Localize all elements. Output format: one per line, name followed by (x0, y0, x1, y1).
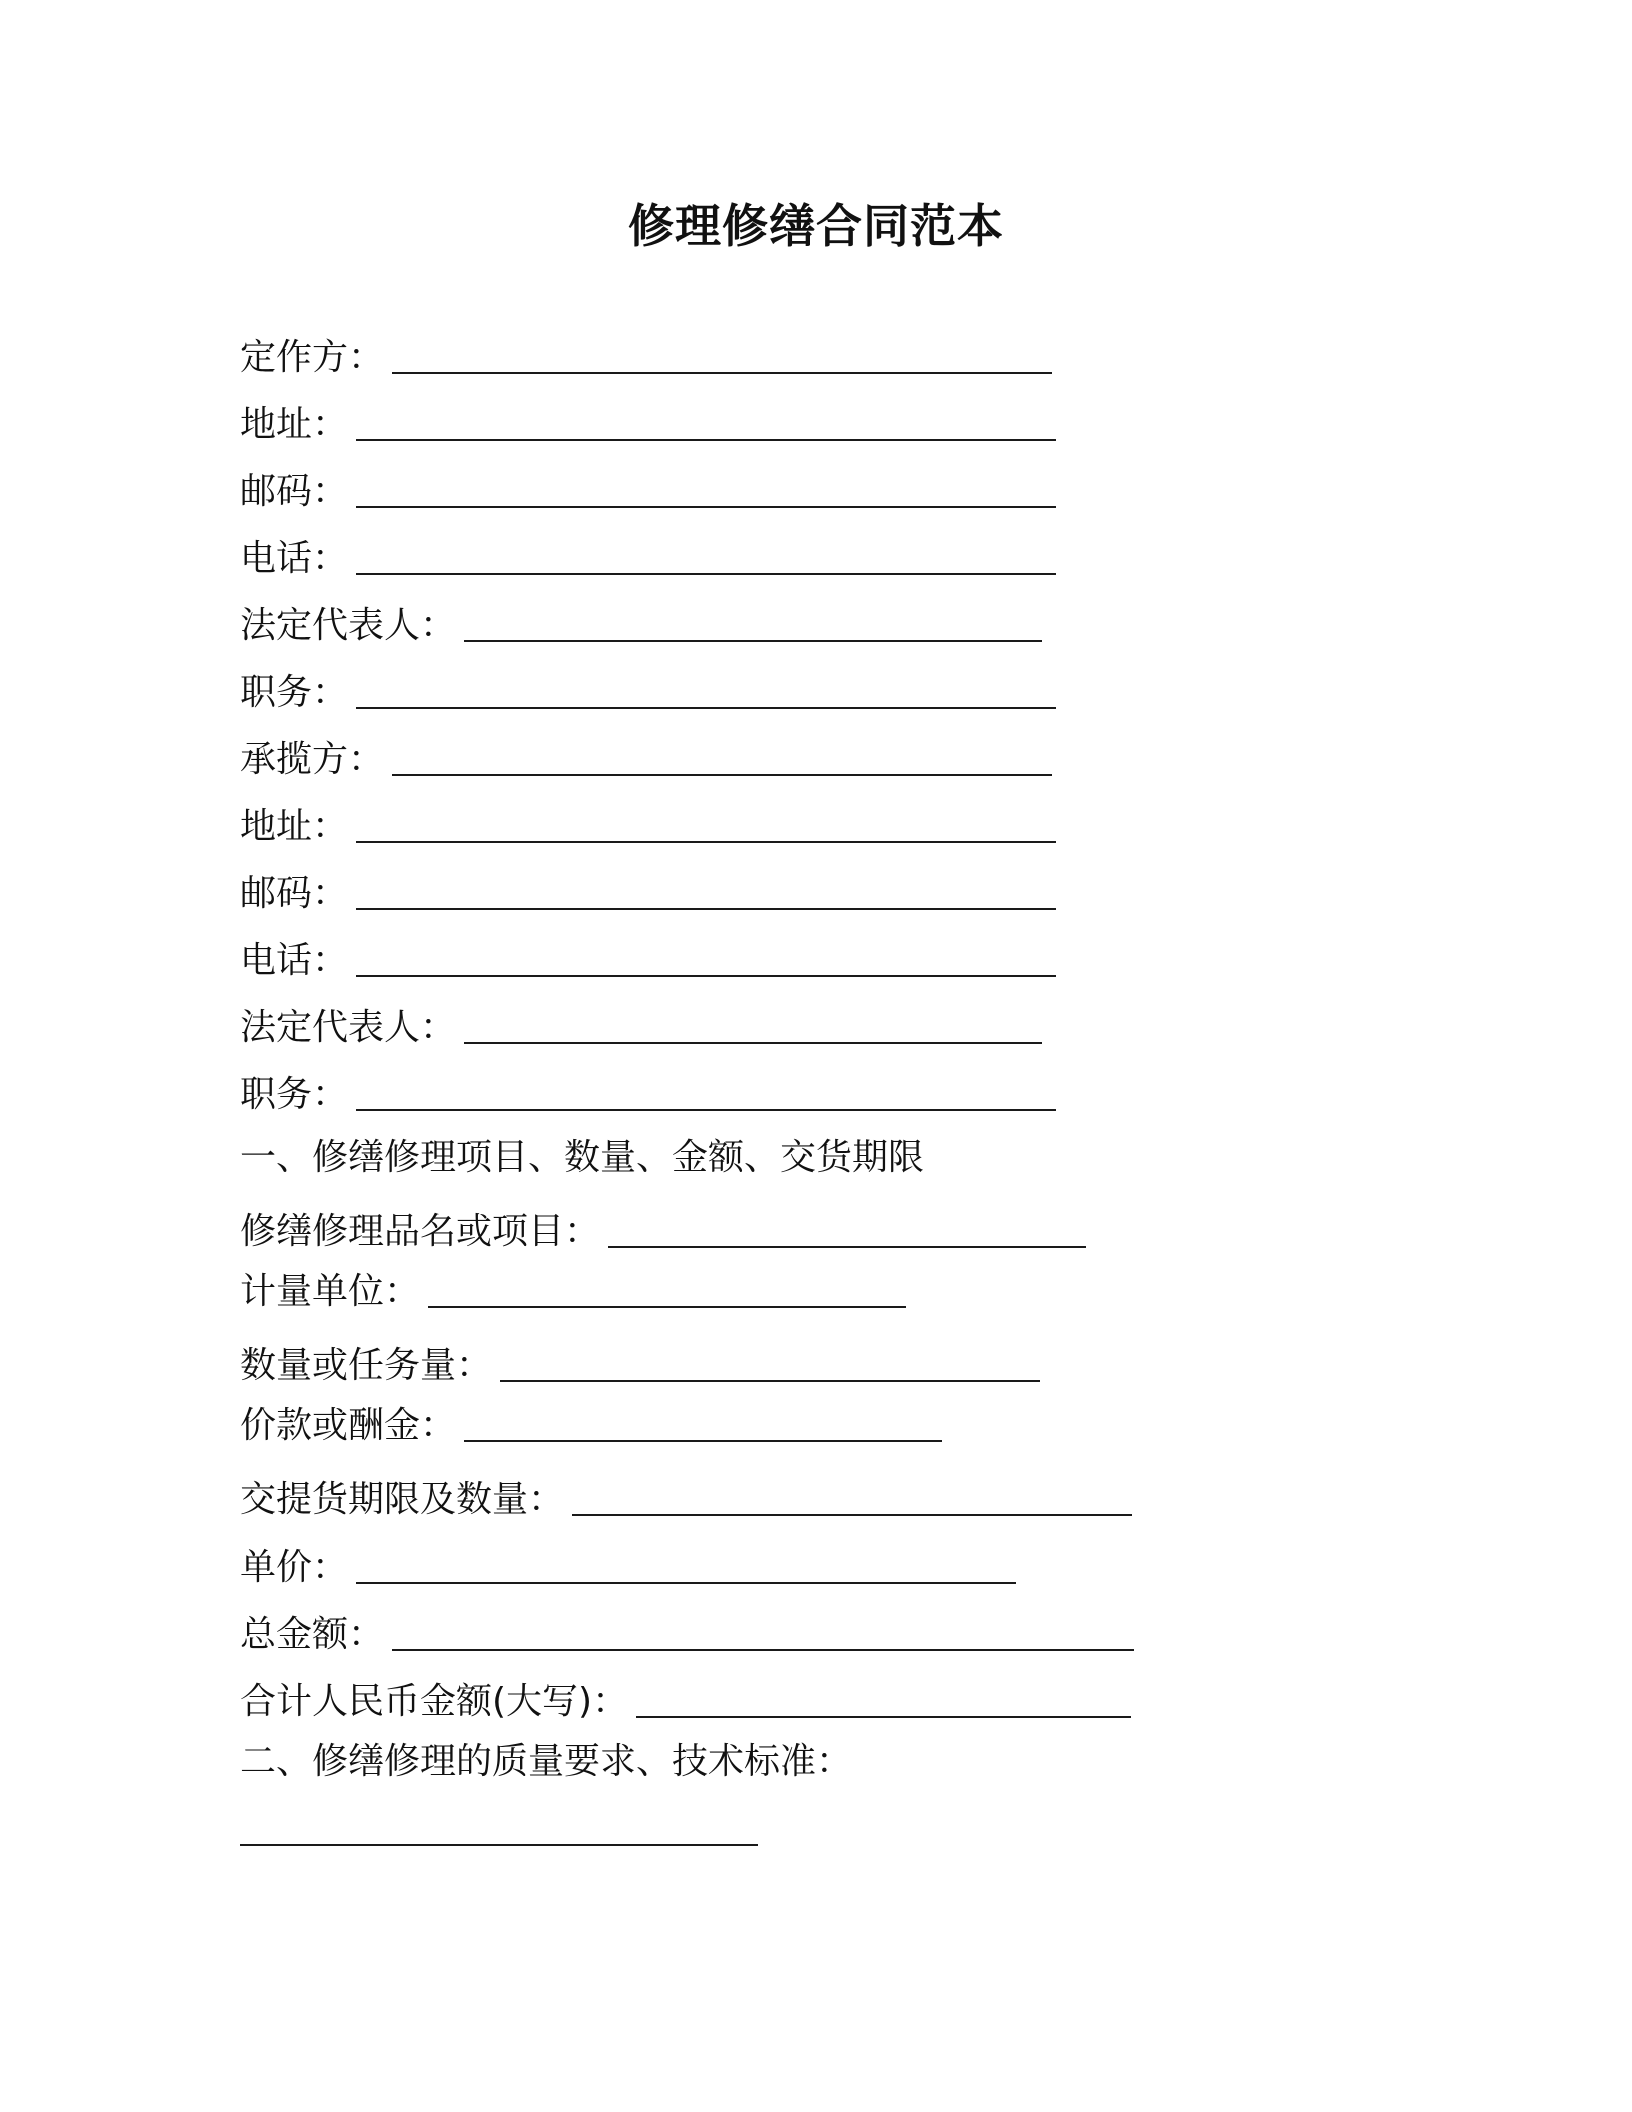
party-a-legal-rep-label: 法定代表人： (240, 605, 457, 646)
unit-price-label: 单价： (240, 1547, 349, 1588)
party-b-legal-rep-blank[interactable] (464, 1042, 1042, 1044)
party-a-position-blank[interactable] (356, 707, 1056, 709)
unit-price-row (240, 1540, 1016, 1590)
delivery-label: 交提货期限及数量： (240, 1479, 565, 1520)
party-b-postcode-blank[interactable] (356, 908, 1056, 910)
party-b-position-blank[interactable] (356, 1109, 1056, 1111)
party-b-address-label: 地址： (240, 806, 349, 847)
party-b-position-label: 职务： (240, 1074, 349, 1115)
party-b-phone-blank[interactable] (356, 975, 1056, 977)
delivery-row (240, 1472, 1132, 1522)
party-b-phone-row (240, 933, 1056, 983)
unit-row (240, 1264, 906, 1314)
total-blank[interactable] (392, 1649, 1134, 1651)
party-b-role-label: 承揽方： (240, 739, 385, 780)
quantity-blank[interactable] (500, 1380, 1040, 1382)
party-b-phone-label: 电话： (240, 940, 349, 981)
price-label: 价款或酬金： (240, 1405, 457, 1446)
party-a-phone-blank[interactable] (356, 573, 1056, 575)
party-b-position-row (240, 1067, 1056, 1117)
party-b-address-row (240, 799, 1056, 849)
party-b-role-blank[interactable] (392, 774, 1052, 776)
total-rmb-label: 合计人民币金额(大写)： (240, 1681, 629, 1722)
party-a-role-label: 定作方： (240, 337, 385, 378)
delivery-blank[interactable] (572, 1514, 1132, 1516)
unit-price-blank[interactable] (356, 1582, 1016, 1584)
price-row (240, 1398, 942, 1448)
unit-blank[interactable] (428, 1306, 906, 1308)
party-a-phone-row (240, 531, 1056, 581)
total-rmb-blank[interactable] (636, 1716, 1131, 1718)
party-a-postcode-label: 邮码： (240, 471, 349, 512)
party-b-role-row (240, 732, 1052, 782)
party-b-postcode-row (240, 866, 1056, 916)
party-a-position-row (240, 665, 1056, 715)
section-1-heading: 一、修缮修理项目、数量、金额、交货期限 (240, 1137, 925, 1178)
total-label: 总金额： (240, 1614, 385, 1655)
section-2-heading: 二、修缮修理的质量要求、技术标准： (240, 1741, 853, 1782)
party-a-address-blank[interactable] (356, 439, 1056, 441)
price-blank[interactable] (464, 1440, 942, 1442)
unit-label: 计量单位： (240, 1271, 421, 1312)
party-b-postcode-label: 邮码： (240, 873, 349, 914)
party-a-address-row (240, 397, 1056, 447)
party-a-role-blank[interactable] (392, 372, 1052, 374)
party-b-address-blank[interactable] (356, 841, 1056, 843)
party-a-postcode-blank[interactable] (356, 506, 1056, 508)
item-name-label: 修缮修理品名或项目： (240, 1211, 601, 1252)
party-a-legal-rep-blank[interactable] (464, 640, 1042, 642)
quality-standard-blank[interactable] (240, 1844, 758, 1846)
quantity-label: 数量或任务量： (240, 1345, 493, 1386)
party-a-position-label: 职务： (240, 672, 349, 713)
item-name-blank[interactable] (608, 1246, 1086, 1248)
party-a-address-label: 地址： (240, 404, 349, 445)
total-rmb-row (240, 1674, 1131, 1724)
quantity-row (240, 1338, 1040, 1388)
party-a-postcode-row (240, 464, 1056, 514)
party-b-legal-rep-row (240, 1000, 1042, 1050)
document-title: 修理修缮合同范本 (628, 199, 1004, 253)
item-name-row (240, 1204, 1086, 1254)
party-a-role-row (240, 330, 1052, 380)
party-a-legal-rep-row (240, 598, 1042, 648)
party-a-phone-label: 电话： (240, 538, 349, 579)
party-b-legal-rep-label: 法定代表人： (240, 1007, 457, 1048)
total-row (240, 1607, 1134, 1657)
